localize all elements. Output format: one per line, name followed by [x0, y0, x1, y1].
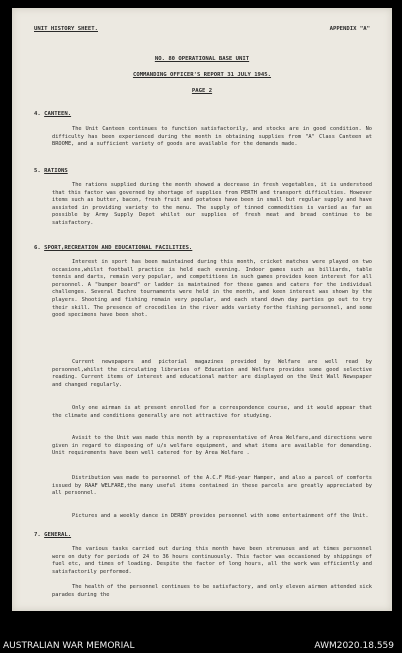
section-6-paragraph-4: Avisit to the Unit was made this month by a representative of Area Welfare,and directions were given in regard to disposing of u/s welfare equipment, and what items are available for demanding. Unit requirements have been well catered for by Area Welfare .: [52, 435, 372, 457]
report-title: COMMANDING OFFICER'S REPORT 31 JULY 1945.: [132, 72, 272, 78]
sheet-header-right: APPENDIX "A": [329, 26, 370, 32]
section-4-paragraph-1: The Unit Canteen continues to function satisfactorily, and stocks are in good condition. No difficulty has been experienced during the month in obtaining supplies from "A" Class Canteen at BROOME, and a sufficient variety of goods are available for the demands made.: [52, 126, 372, 148]
section-number: 6.: [34, 245, 41, 251]
section-6-paragraph-1: Interest in sport has been maintained during this month, cricket matches were played on two occasions,whilst football practice is held each evening. Indoor games such as billiards, table tennis and darts, remain very popular, and competitions in such games provides keen interest for all personnel. A "bumper board" or ladder is maintained for these games and caters for the individual challenges. Several Euchre tournaments were held in the month, and keen interest was shown by the players. Shooting and fishing remain very popular, and each stand down day parties go out to try their skill. The presence of crocodiles in the river adds variety forthe fishing personnel, and some good specimens have been shot.: [52, 259, 372, 319]
section-number: 5.: [34, 168, 41, 174]
page-label: PAGE 2: [191, 88, 213, 94]
sheet-header-left: UNIT HISTORY SHEET.: [34, 26, 98, 32]
section-6-paragraph-6: Pictures and a weekly dance in DERBY provides personnel with some entertainment off the Unit.: [72, 513, 369, 519]
section-6-paragraph-3: Only one airman is at present enrolled for a correspondence course, and it would appear that the climate and conditions generally are not attractive for studying.: [52, 405, 372, 419]
section-4-heading: [34, 111, 71, 117]
section-6-paragraph-2: Current newspapers and pictorial magazines provided by Welfare are well read by personnel,whilst the circulating libraries of Education and Welfare provides some good selective reading. Current items of interest and educational matter are displayed on the Unit Wall Newspaper and changed regularly.: [52, 359, 372, 388]
section-6-paragraph-5: Distribution was made to personnel of the A.C.F Mid-year Hamper, and also a parcel of comforts issued by RAAF WELFARE,the many useful items contained in these parcels are greatly appreciated by all personnel.: [52, 475, 372, 497]
section-6-heading: [34, 245, 192, 251]
section-title: SPORT,RECREATION AND EDUCATIONAL FACILITIES.: [44, 245, 193, 251]
document-page: [12, 8, 392, 611]
section-title: RATIONS: [44, 168, 68, 174]
archive-reference: AWM2020.18.559: [314, 641, 394, 651]
section-number: 7.: [34, 532, 41, 538]
section-7-paragraph-1: The various tasks carried out during this month have been strenuous and at times personnel were on duty for periods of 24 to 36 hours continuously. This factor was occasioned by shippings of fuel etc, and times of loading. Despite the factor of long hours, all the work was efficiently and satisfactorily performed.: [52, 546, 372, 575]
section-title: CANTEEN.: [44, 111, 72, 117]
section-7-heading: [34, 532, 71, 538]
section-title: GENERAL.: [44, 532, 72, 538]
archive-footer: [0, 611, 402, 653]
section-5-paragraph-1: The rations supplied during the month showed a decrease in fresh vegetables, it is understood that this factor was governed by shortage of supplies from PERTH and transport difficulties. However items such as butter, bacon, fresh fruit and potatoes have been in small but regular supply and have assisted in providing variety to the menu. The supply of tinned commodities is varied as far as possible by Army Supply Depot whilst our supplies of fresh meat and bread continue to be satisfactory.: [52, 182, 372, 226]
unit-title: NO. 80 OPERATIONAL BASE UNIT: [154, 56, 250, 62]
section-5-heading: [34, 168, 68, 174]
section-number: 4.: [34, 111, 41, 117]
section-7-paragraph-2: The health of the personnel continues to be satisfactory, and only eleven airmen attended sick parades during the: [52, 584, 372, 598]
archive-name: AUSTRALIAN WAR MEMORIAL: [3, 641, 135, 651]
